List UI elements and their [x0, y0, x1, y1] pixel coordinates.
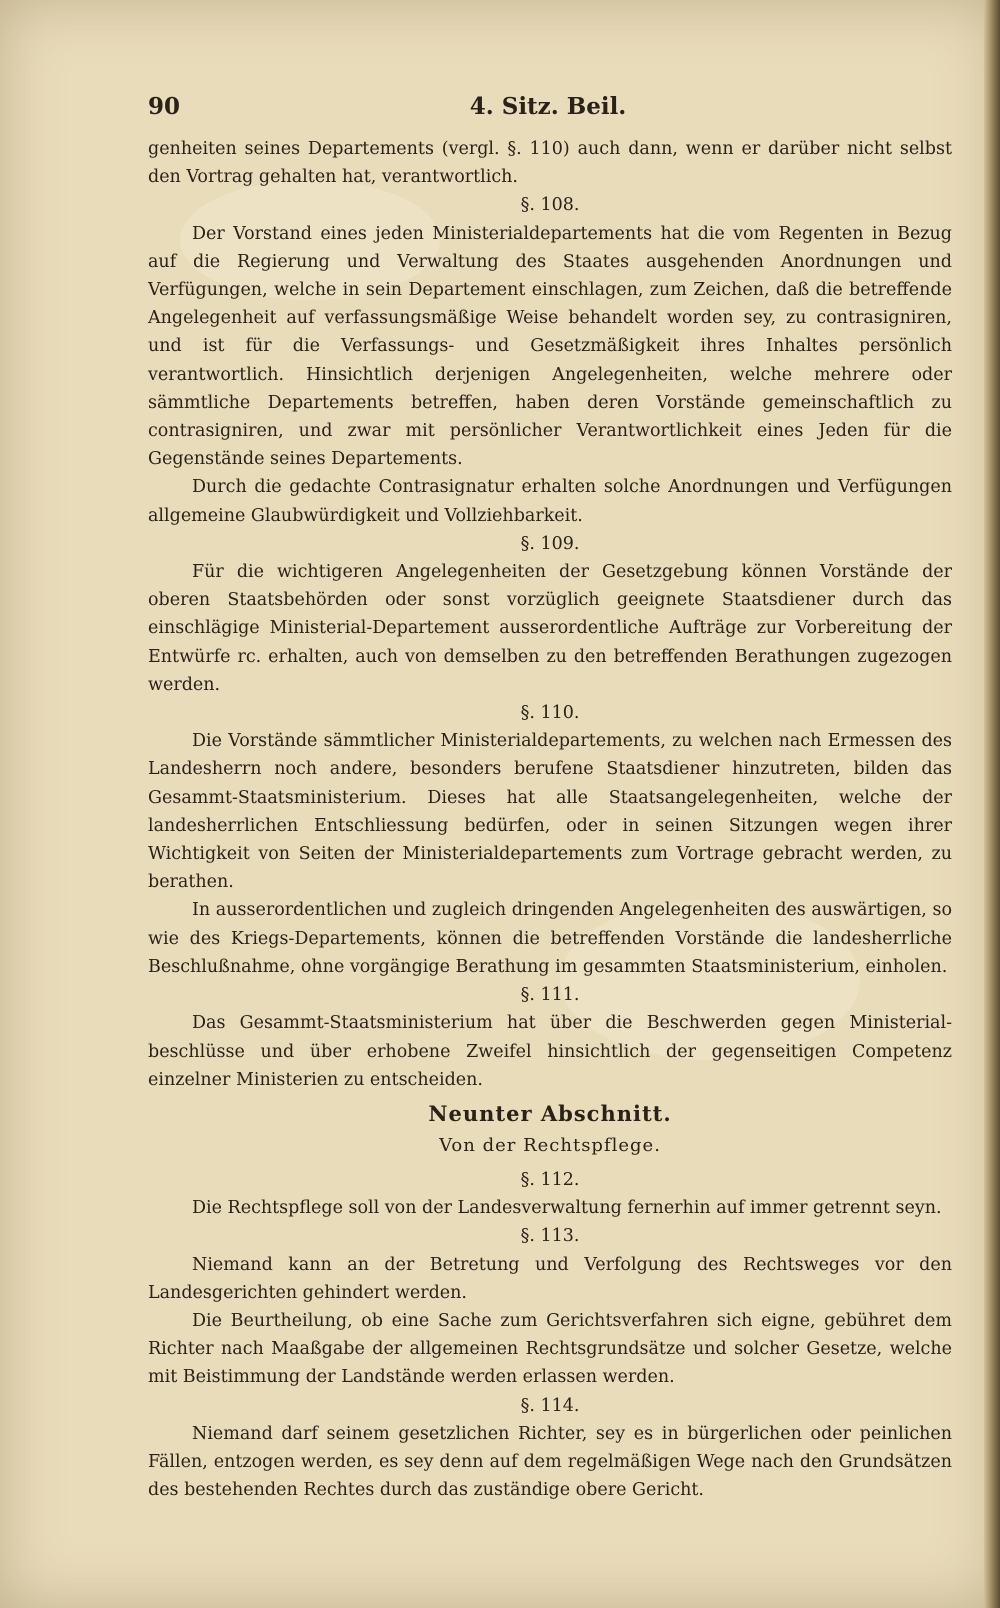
paragraph: Niemand kann an der Betretung und Verfolgung des Rechtsweges vor den Landesgerichten gehindert werden.	[148, 1254, 952, 1303]
section-number: §. 112.	[520, 1169, 580, 1190]
paragraph: In ausserordentlichen und zugleich dringenden Angelegenheiten des auswärtigen, so wie des Kriegs-Departements, können die betreffenden Vorstände die landesherrliche Beschlußnahme, ohne vorgängige Berathung im gesammten Staatsministerium, einholen.	[148, 900, 952, 977]
paragraph: Niemand darf seinem gesetzlichen Richter, sey es in bürgerlichen oder peinlichen Fällen, entzogen werden, es sey denn auf dem regelmäßigen Wege nach den Grundsätzen des bestehenden Rechtes durch das zuständige obere Gericht.	[148, 1423, 952, 1501]
paragraph: Der Vorstand eines jeden Ministerialdepartements hat die vom Regenten in Bezug auf die Regierung und Verwaltung des Staates ausgehenden Anordnungen und Verfügungen, welche in sein Departement einschlagen, zum Zeichen, daß die betreffende Angelegenheit auf verfassungsmäßige Weise behandelt worden sey, zu contrasigniren, und ist für die Verfassungs- und Gesetzmäßigkeit ihres Inhaltes persönlich verantwortlich. Hinsichtlich derjenigen Angelegenheiten, welche mehrere oder sämmtliche Departements betreffen, haben deren Vorstände gemeinschaftlich zu contrasigniren, und zwar mit persönlicher Verantwortlichkeit eines Jeden für die Gegenstände seines Departements.	[148, 223, 952, 470]
paragraph: genheiten seines Departements (vergl. §. 110) auch dann, wenn er darüber nicht selbst den Vortrag gehalten hat, verantwortlich.	[148, 139, 952, 188]
running-head: 4. Sitz. Beil.	[469, 93, 627, 120]
section-number: §. 113.	[520, 1226, 580, 1247]
paragraph: Die Beurtheilung, ob eine Sache zum Gerichtsverfahren sich eigne, gebühret dem Richter nach Maaßgabe der allgemeinen Rechtsgrundsätze und solcher Gesetze, welche mit Beistimmung der Landstände werden erlassen werden.	[148, 1310, 952, 1388]
paragraph: Für die wichtigeren Angelegenheiten der Gesetzgebung können Vorstände der oberen Staatsbehörden oder sonst vorzüglich geeignete Staatsdiener durch das einschlägige Ministerial-Departement ausserordentliche Aufträge zur Vorbereitung der Entwürfe rc. erhalten, auch von demselben zu den betreffenden Berathungen zugezogen werden.	[148, 562, 952, 695]
paragraph: Die Rechtspflege soll von der Landesverwaltung fernerhin auf immer getrennt seyn.	[192, 1198, 942, 1219]
page-number: 90	[148, 93, 181, 120]
chapter-subheading: Von der Rechtspflege.	[439, 1134, 661, 1156]
page-edge	[984, 0, 1000, 1608]
section-number: §. 111.	[520, 985, 580, 1006]
paragraph: Das Gesammt-Staatsministerium hat über die Beschwerden gegen Ministerial-beschlüsse und über erhobene Zweifel hinsichtlich der gegenseitigen Competenz einzelner Ministerien zu entscheiden.	[148, 1013, 952, 1090]
chapter-heading: Neunter Abschnitt.	[428, 1100, 672, 1126]
section-number: §. 108.	[520, 195, 580, 216]
page-body	[148, 135, 952, 1504]
paragraph: Durch die gedachte Contrasignatur erhalten solche Anordnungen und Verfügungen allgemeine Glaubwürdigkeit und Vollziehbarkeit.	[148, 477, 952, 526]
page-header	[148, 93, 948, 133]
section-number: §. 114.	[520, 1395, 580, 1416]
paragraph: Die Vorstände sämmtlicher Ministerialdepartements, zu welchen nach Ermessen des Landesherrn noch andere, besonders berufene Staatsdiener hinzutreten, bilden das Gesammt-Staatsministerium. Dieses hat alle Staatsangelegenheiten, welche der landesherrlichen Entschliessung bedürfen, oder in seinen Sitzungen wegen ihrer Wichtigkeit von Seiten der Ministerialdepartements zum Vortrage gebracht werden, zu berathen.	[148, 731, 952, 893]
section-number: §. 110.	[520, 703, 580, 724]
section-number: §. 109.	[520, 533, 580, 554]
